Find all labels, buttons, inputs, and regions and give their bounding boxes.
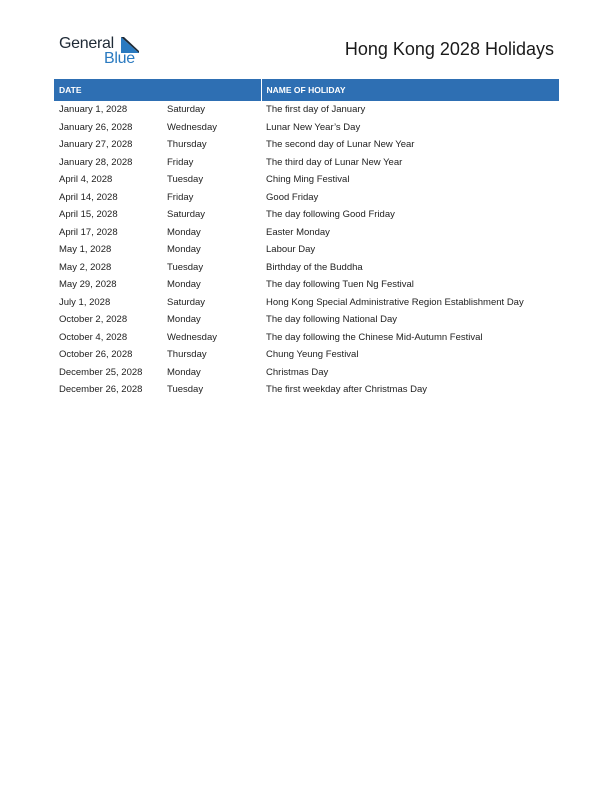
holiday-name: Birthday of the Buddha — [266, 261, 363, 273]
logo-word-blue: Blue — [104, 50, 135, 67]
holiday-date: October 2, 2028 — [59, 314, 128, 326]
holiday-name: The third day of Lunar New Year — [266, 156, 403, 168]
holiday-weekday: Saturday — [167, 209, 206, 221]
holiday-name: The day following Good Friday — [266, 209, 395, 221]
holiday-date: May 2, 2028 — [59, 261, 112, 273]
holiday-weekday: Friday — [167, 156, 194, 168]
holiday-date: October 4, 2028 — [59, 331, 128, 343]
holiday-name: The second day of Lunar New Year — [266, 139, 415, 151]
holiday-date: January 28, 2028 — [59, 156, 133, 168]
holiday-name: Easter Monday — [266, 226, 330, 238]
table-row — [54, 241, 559, 259]
holiday-date: May 29, 2028 — [59, 279, 117, 291]
table-row — [54, 206, 559, 224]
holiday-name: The first day of January — [266, 104, 366, 116]
table-row — [54, 259, 559, 277]
page-title: Hong Kong 2028 Holidays — [344, 39, 554, 59]
holiday-date: April 14, 2028 — [59, 191, 118, 203]
holiday-date: April 4, 2028 — [59, 174, 113, 186]
holiday-date: May 1, 2028 — [59, 244, 112, 256]
holiday-date: April 15, 2028 — [59, 209, 118, 221]
table-header-row — [54, 79, 559, 101]
holiday-weekday: Monday — [167, 226, 201, 238]
holiday-date: April 17, 2028 — [59, 226, 118, 238]
table-row — [54, 189, 559, 207]
holiday-name: Christmas Day — [266, 366, 329, 378]
table-row — [54, 224, 559, 242]
table-row — [54, 154, 559, 172]
holiday-name: Chung Yeung Festival — [266, 349, 359, 361]
holiday-date: October 26, 2028 — [59, 349, 133, 361]
holiday-weekday: Thursday — [167, 139, 207, 151]
holiday-weekday: Monday — [167, 366, 201, 378]
holiday-date: January 27, 2028 — [59, 139, 133, 151]
holiday-weekday: Saturday — [167, 296, 206, 308]
holiday-weekday: Monday — [167, 279, 201, 291]
holiday-weekday: Tuesday — [167, 174, 204, 186]
holiday-name: Ching Ming Festival — [266, 174, 350, 186]
holiday-weekday: Wednesday — [167, 121, 217, 133]
table-row — [54, 381, 559, 399]
holiday-weekday: Wednesday — [167, 331, 217, 343]
holiday-date: July 1, 2028 — [59, 296, 111, 308]
table-row — [54, 171, 559, 189]
holiday-weekday: Tuesday — [167, 384, 204, 396]
holiday-weekday: Monday — [167, 314, 201, 326]
holiday-weekday: Tuesday — [167, 261, 204, 273]
holiday-weekday: Saturday — [167, 104, 206, 116]
holiday-weekday: Friday — [167, 191, 194, 203]
table-row — [54, 119, 559, 137]
holiday-name: The day following Tuen Ng Festival — [266, 279, 414, 291]
holiday-name: Good Friday — [266, 191, 319, 203]
generalblue-logo — [59, 34, 149, 68]
table-row — [54, 276, 559, 294]
holiday-name: Lunar New Year’s Day — [266, 121, 361, 133]
holiday-name: Labour Day — [266, 244, 316, 256]
table-row — [54, 101, 559, 119]
holiday-name: The day following National Day — [266, 314, 397, 326]
table-row — [54, 311, 559, 329]
table-row — [54, 346, 559, 364]
holiday-name: Hong Kong Special Administrative Region Establishment Day — [266, 296, 524, 308]
header-date: DATE — [54, 79, 261, 101]
table-row — [54, 329, 559, 347]
table-row — [54, 136, 559, 154]
holiday-name: The day following the Chinese Mid-Autumn Festival — [266, 331, 483, 343]
holiday-date: January 26, 2028 — [59, 121, 133, 133]
holiday-name: The first weekday after Christmas Day — [266, 384, 428, 396]
table-row — [54, 294, 559, 312]
holiday-rows — [54, 101, 559, 399]
holiday-table — [54, 79, 559, 399]
holiday-date: December 25, 2028 — [59, 366, 143, 378]
holiday-date: January 1, 2028 — [59, 104, 128, 116]
holiday-weekday: Thursday — [167, 349, 207, 361]
logo-word-general: General — [59, 35, 114, 52]
header-holiday-name: NAME OF HOLIDAY — [261, 79, 559, 101]
holiday-weekday: Monday — [167, 244, 201, 256]
table-row — [54, 364, 559, 382]
holiday-date: December 26, 2028 — [59, 384, 143, 396]
